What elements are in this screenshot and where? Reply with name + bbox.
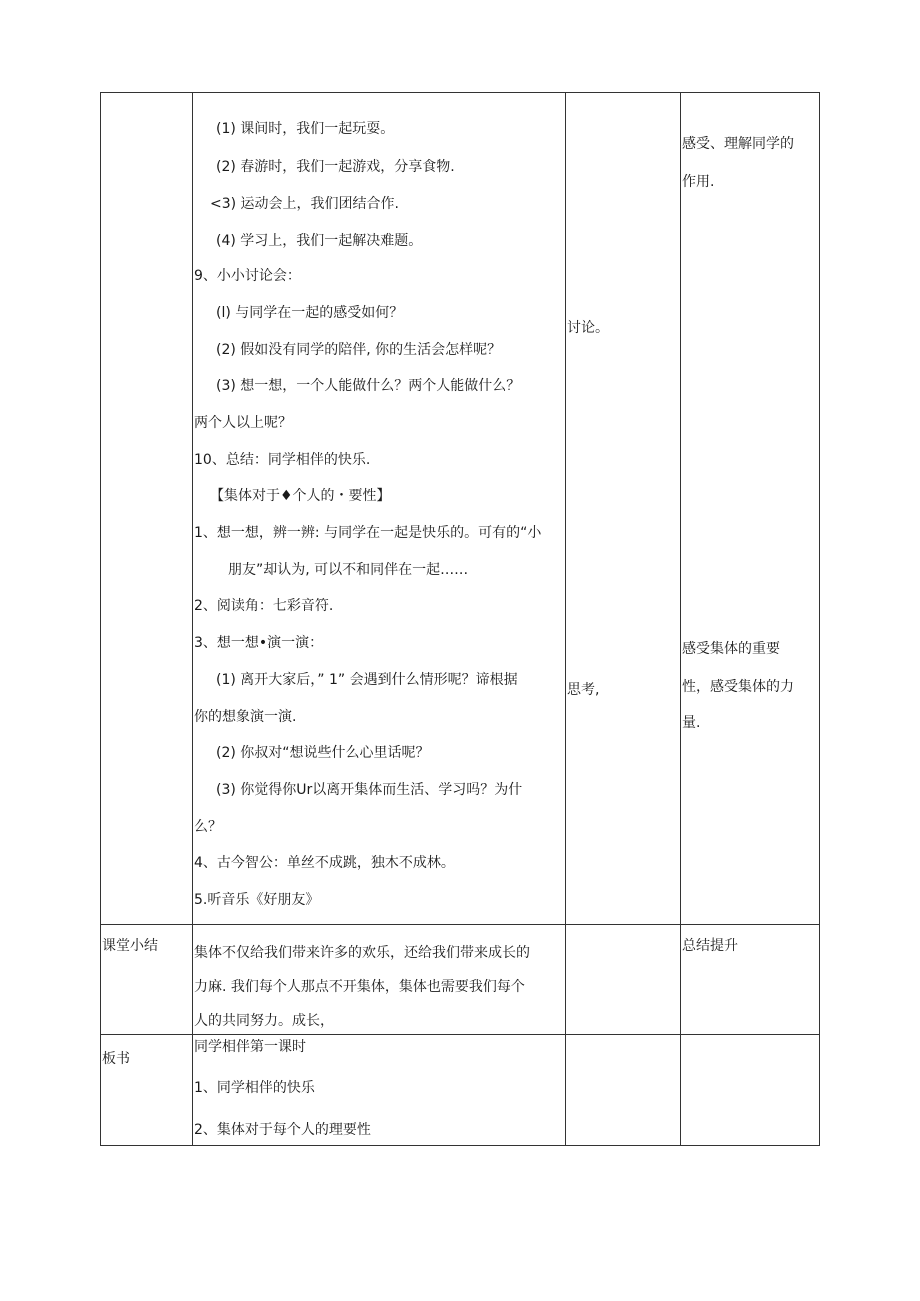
summary-line: 集体不仅给我们带来许多的欢乐，还给我们带来成长的 — [194, 945, 530, 961]
activity-line: (4) 学习上，我们一起解决难题。 — [216, 233, 423, 249]
summary-intent: 总结提升 — [682, 938, 738, 954]
activity-line: (2) 春游时，我们一起游戏，分享食物. — [216, 159, 455, 175]
activity-line: (1) 课间时，我们一起玩耍。 — [216, 121, 395, 137]
activity-line: (2) 你叔对“想说些什么心里话呢？ — [216, 745, 430, 761]
board-line: 同学相伴第一课时 — [194, 1039, 306, 1055]
activity-line: 朋友”却认为, 可以不和同伴在一起…… — [228, 562, 469, 578]
activity-line: (1) 离开大家后，” 1” 会遇到什么情形呢？谛根据 — [216, 672, 518, 688]
activity-heading: 1、想一想，辨一辨: 与同学在一起是快乐的。可有的“小 — [194, 525, 542, 541]
activity-line: <3) 运动会上，我们团结合作. — [210, 196, 399, 212]
activity-heading: 5.听音乐《好朋友》 — [194, 892, 320, 908]
activity-heading: 2、阅读角：七彩音符. — [194, 598, 334, 614]
design-intent: 作用. — [682, 174, 715, 190]
section-title: 【集体对于♦个人的・要性】 — [210, 488, 391, 504]
activity-line: (3) 想一想，一个人能做什么？两个人能做什么？ — [216, 378, 521, 394]
table-border-left — [100, 92, 101, 1146]
column-divider-3 — [680, 92, 681, 1146]
student-activity: 思考, — [567, 682, 600, 698]
activity-heading: 3、想一想•演一演： — [194, 635, 324, 651]
column-divider-2 — [565, 92, 566, 1146]
row-divider-2 — [100, 1034, 820, 1035]
lesson-plan-table — [100, 92, 820, 1146]
design-intent: 性，感受集体的力 — [682, 679, 794, 695]
summary-line: 人的共同努力。成长， — [194, 1013, 334, 1029]
design-intent: 感受、理解同学的 — [682, 136, 794, 152]
activity-line: (3) 你觉得你Ur以离开集体而生活、学习吗？为什 — [216, 782, 523, 798]
design-intent: 量. — [682, 715, 701, 731]
summary-line: 力麻. 我们每个人那点不开集体，集体也需要我们每个 — [194, 979, 525, 995]
column-divider-1 — [192, 92, 193, 1146]
board-label: 板书 — [102, 1051, 130, 1067]
summary-label: 课堂小结 — [102, 938, 158, 954]
student-activity: 讨论。 — [567, 320, 609, 336]
design-intent: 感受集体的重要 — [682, 641, 780, 657]
row-divider-1 — [100, 924, 820, 925]
table-border-top — [100, 92, 820, 93]
table-border-bottom — [100, 1145, 820, 1146]
activity-heading: 9、小小讨论会： — [194, 268, 301, 284]
board-line: 1、同学相伴的快乐 — [194, 1080, 315, 1096]
activity-line: 两个人以上呢？ — [194, 415, 292, 431]
activity-line: (2) 假如没有同学的陪伴, 你的生活会怎样呢？ — [216, 342, 502, 358]
board-line: 2、集体对于每个人的理要性 — [194, 1122, 371, 1138]
activity-line: (l) 与同学在一起的感受如何？ — [216, 305, 404, 321]
table-border-right — [819, 92, 820, 1146]
activity-line: 么？ — [194, 819, 222, 835]
activity-heading: 10、总结：同学相伴的快乐. — [194, 452, 371, 468]
activity-line: 你的想象演一演. — [194, 709, 297, 725]
activity-heading: 4、古今智公：单丝不成跳，独木不成林。 — [194, 855, 455, 871]
